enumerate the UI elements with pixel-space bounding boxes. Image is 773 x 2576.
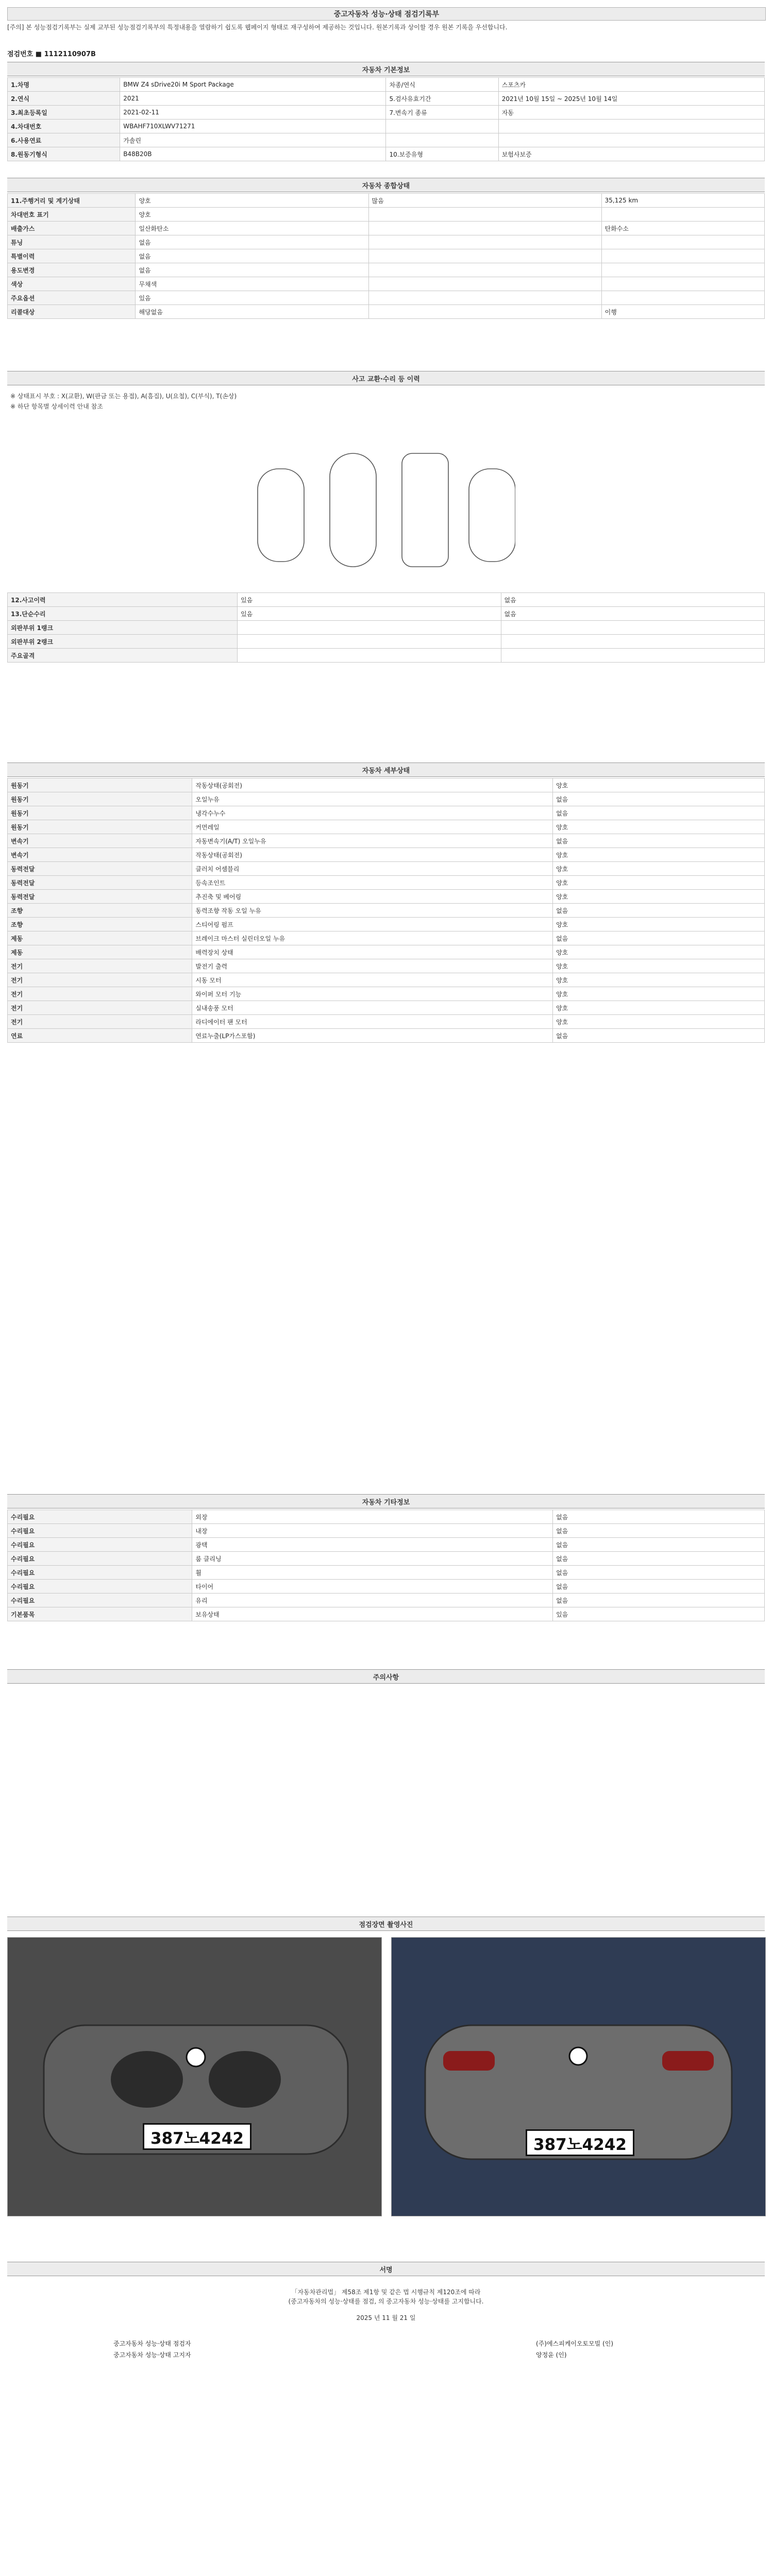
section-basic-info-title: 자동차 기본정보 [362,66,410,74]
basic-body-cell: WBAHF710XLWV71271 [120,120,386,133]
other-body-cell: 수리필요 [8,1566,192,1580]
basic-body-row [8,120,765,133]
other-table [7,1510,765,1621]
basic-body-row [8,78,765,92]
inspector-label: 중고자동차 성능·상태 점검자 [113,2340,191,2347]
basic-body-cell: BMW Z4 sDrive20i M Sport Package [120,78,386,92]
other-body-row [8,1566,765,1580]
detail-body-cell: 없음 [553,834,765,848]
detail-table [7,778,765,1043]
basic-body-row [8,133,765,147]
doc-number: 점검번호 ■ 1112110907B [7,50,96,58]
section-general-status-title: 자동차 종합상태 [362,182,410,190]
other-body-cell: 수리필요 [8,1552,192,1566]
signature-line-1: 「자동차관리법」 제58조 제1항 및 같은 법 시행규칙 제120조에 따라 [291,2289,481,2296]
accident-body-cell: 있음 [238,593,501,607]
rear-license-plate: 387노4242 [526,2129,634,2156]
basic-body-cell: 1.차명 [8,78,120,92]
other-body-row [8,1524,765,1538]
signature-date: 2025 년 11 월 21 일 [356,2314,416,2321]
section-notice-title: 주의사항 [373,1673,399,1682]
front-car-illustration [8,1938,381,2216]
accident-body-cell: 외판부위 1랭크 [8,621,238,635]
car-left-side [258,469,304,562]
detail-body-cell: 전기 [8,959,192,973]
basic-body-cell: 차종/연식 [386,78,498,92]
detail-body-cell: 동력전달 [8,876,192,890]
photo-area [7,1937,765,2226]
basic-body-cell [498,120,764,133]
section-photos-title: 점검장면 촬영사진 [359,1921,413,1929]
detail-body-cell: 원동기 [8,792,192,806]
basic-body-cell: 4.차대번호 [8,120,120,133]
general-body-cell: 많음 [368,194,601,208]
detail-body-cell: 전기 [8,1015,192,1029]
detail-body-cell: 없음 [553,1029,765,1043]
accident-body-cell: 12.사고이력 [8,593,238,607]
accident-body-cell: 주요골격 [8,649,238,663]
general-body-cell [601,249,764,263]
other-body-cell: 없음 [553,1594,765,1607]
accident-body-cell: 있음 [238,607,501,621]
detail-body-row [8,848,765,862]
detail-body-cell: 오일누유 [192,792,553,806]
basic-body-cell: 자동 [498,106,764,120]
accident-body-cell [238,621,501,635]
detail-body-cell: 추진축 및 베어링 [192,890,553,904]
other-body-cell: 보유상태 [192,1607,553,1621]
detail-body [8,778,765,1043]
other-body-row [8,1594,765,1607]
detail-body-cell: 양호 [553,945,765,959]
front-license-plate: 387노4242 [143,2123,251,2150]
detail-body-cell: 커먼레일 [192,820,553,834]
general-body-cell: 없음 [136,249,368,263]
detail-body-row [8,1029,765,1043]
general-body-row [8,235,765,249]
accident-body-cell: 13.단순수리 [8,607,238,621]
general-body-cell: 색상 [8,277,136,291]
accident-body-row [8,635,765,649]
accident-body-row [8,607,765,621]
detail-body-cell: 제동 [8,931,192,945]
section-notice [7,1669,765,1684]
detail-body-row [8,973,765,987]
other-body-cell: 외장 [192,1510,553,1524]
detail-body-cell: 양호 [553,1001,765,1015]
general-body-row [8,222,765,235]
general-body-cell: 일산화탄소 [136,222,368,235]
detail-body-cell: 자동변속기(A/T) 오일누유 [192,834,553,848]
notice-text: [주의] 본 성능점검기록부는 실제 교부된 성능점검기록부의 특정내용을 열람하기 쉽도록 웹페이지 형태로 재구성하여 제공하는 것입니다. 원본기록과 상이할 경우 원본 기록을 우선합니다. [7,24,508,31]
detail-body-cell: 원동기 [8,820,192,834]
car-right-side [469,469,515,562]
detail-body-cell: 작동상태(공회전) [192,848,553,862]
detail-body-cell: 양호 [553,959,765,973]
other-body-cell: 수리필요 [8,1538,192,1552]
accident-body-row [8,593,765,607]
detail-body-cell: 양호 [553,848,765,862]
detail-body-row [8,778,765,792]
general-body-row [8,277,765,291]
general-body-cell: 있음 [136,291,368,305]
other-body [8,1510,765,1621]
detail-body-cell: 등속조인트 [192,876,553,890]
detail-body-cell: 조향 [8,904,192,918]
detail-body-cell: 클러치 어셈블리 [192,862,553,876]
dealer-label: 양정윤 (인) [536,2351,567,2359]
detail-body-cell: 연료 [8,1029,192,1043]
general-body-cell [601,235,764,249]
basic-body-cell: 8.원동기형식 [8,147,120,161]
accident-body-cell: 외판부위 2랭크 [8,635,238,649]
other-body-cell: 타이어 [192,1580,553,1594]
other-body-row [8,1538,765,1552]
detail-body-cell: 동력전달 [8,890,192,904]
general-body-cell: 리콜대상 [8,305,136,319]
detail-body-row [8,876,765,890]
general-body-row [8,194,765,208]
general-body-cell: 탄화수소 [601,222,764,235]
general-body-cell [368,249,601,263]
general-body-cell: 이행 [601,305,764,319]
general-body-cell [368,222,601,235]
detail-body-row [8,820,765,834]
detail-body-row [8,945,765,959]
other-body-cell: 없음 [553,1510,765,1524]
other-body-cell: 휠 [192,1566,553,1580]
section-signature [7,2262,765,2276]
basic-body-cell: 2021 [120,92,386,106]
other-body-cell: 수리필요 [8,1510,192,1524]
section-basic-info [7,62,765,76]
general-body-cell [368,291,601,305]
rear-photo [391,1937,766,2216]
general-body-cell [368,208,601,222]
detail-body-row [8,1015,765,1029]
detail-body-row [8,1001,765,1015]
general-body-cell: 없음 [136,263,368,277]
accident-body-cell [501,635,764,649]
accident-body-row [8,649,765,663]
detail-body-cell: 변속기 [8,834,192,848]
basic-body-row [8,147,765,161]
general-body-cell: 배출가스 [8,222,136,235]
basic-body-cell: 2021-02-11 [120,106,386,120]
section-accident [7,371,765,385]
basic-body-cell: 스포츠카 [498,78,764,92]
other-body-cell: 기본품목 [8,1607,192,1621]
detail-body-cell: 양호 [553,918,765,931]
other-body-cell: 없음 [553,1552,765,1566]
general-body-cell [601,263,764,277]
detail-body-cell: 연료누출(LP가스포함) [192,1029,553,1043]
general-body-cell [601,291,764,305]
car-diagram [247,443,515,577]
basic-body-cell: 6.사용연료 [8,133,120,147]
detail-body-cell: 작동상태(공회전) [192,778,553,792]
notifier-label: 중고자동차 성능·상태 고지자 [113,2351,191,2359]
detail-body-cell: 양호 [553,778,765,792]
detail-body-cell: 냉각수누수 [192,806,553,820]
other-body-cell: 광택 [192,1538,553,1552]
other-body-cell: 없음 [553,1580,765,1594]
detail-body-cell: 시동 모터 [192,973,553,987]
accident-table [7,592,765,663]
detail-body-cell: 스티어링 펌프 [192,918,553,931]
detail-body-row [8,904,765,918]
detail-body-cell: 전기 [8,987,192,1001]
other-body-cell: 없음 [553,1566,765,1580]
front-photo [7,1937,382,2216]
general-body-cell [368,305,601,319]
basic-body-cell: 5.검사유효기간 [386,92,498,106]
basic-body-cell [386,120,498,133]
accident-body-cell [238,649,501,663]
general-body-row [8,263,765,277]
other-body-cell: 유리 [192,1594,553,1607]
basic-body-cell: 2.연식 [8,92,120,106]
detail-body-cell: 양호 [553,876,765,890]
detail-body-row [8,959,765,973]
detail-body-cell: 배력장치 상태 [192,945,553,959]
section-detail-title: 자동차 세부상태 [362,767,410,775]
accident-body [8,593,765,663]
detail-body-cell: 없음 [553,904,765,918]
accident-body-cell [501,649,764,663]
general-body-cell: 무채색 [136,277,368,291]
general-body-row [8,208,765,222]
general-status-table [7,193,765,319]
basic-body-cell: 2021년 10월 15일 ~ 2025년 10월 14일 [498,92,764,106]
accident-body-row [8,621,765,635]
general-body-cell: 주요옵션 [8,291,136,305]
other-body-cell: 수리필요 [8,1524,192,1538]
detail-body-cell: 양호 [553,862,765,876]
detail-body-cell: 양호 [553,890,765,904]
basic-body-cell: B48B20B [120,147,386,161]
accident-body-cell: 없음 [501,593,764,607]
other-body-row [8,1607,765,1621]
section-other-title: 자동차 기타정보 [362,1498,410,1506]
other-body-row [8,1510,765,1524]
other-body-cell: 룸 클리닝 [192,1552,553,1566]
general-body-cell: 양호 [136,208,368,222]
accident-body-cell [238,635,501,649]
basic-body-cell: 7.변속기 종류 [386,106,498,120]
general-body-cell: 양호 [136,194,368,208]
signature-line-2: (중고자동차의 성능·상태를 점검, 의 중고자동차 성능·상태를 고지합니다. [288,2298,484,2305]
detail-body-row [8,890,765,904]
other-body-row [8,1552,765,1566]
section-photos [7,1917,765,1931]
detail-body-row [8,918,765,931]
car-frame-view [402,453,448,567]
other-body-cell: 내장 [192,1524,553,1538]
detail-body-cell: 실내송풍 모터 [192,1001,553,1015]
rear-car-illustration [392,1938,765,2216]
general-body-cell [368,235,601,249]
detail-body-cell: 발전기 출력 [192,959,553,973]
detail-body-cell: 조향 [8,918,192,931]
car-top-view [330,453,376,567]
general-body-row [8,291,765,305]
basic-body-cell: 보험사보증 [498,147,764,161]
basic-body-cell: 10.보증유형 [386,147,498,161]
detail-body-cell: 동력조향 작동 오일 누유 [192,904,553,918]
general-body-cell: 튜닝 [8,235,136,249]
detail-body-cell: 제동 [8,945,192,959]
general-body-cell: 특별이력 [8,249,136,263]
basic-body-cell: 3.최초등록일 [8,106,120,120]
section-signature-title: 서명 [379,2266,393,2274]
detail-body-cell: 동력전달 [8,862,192,876]
general-body-cell [368,263,601,277]
general-body-row [8,305,765,319]
section-general-status [7,178,765,192]
basic-body-row [8,92,765,106]
detail-body-cell: 양호 [553,987,765,1001]
other-body-cell: 없음 [553,1538,765,1552]
basic-body-cell: 가솔린 [120,133,386,147]
detail-body-cell: 원동기 [8,806,192,820]
section-other [7,1494,765,1509]
seller-label: (주)에스피케이오토모빌 (인) [536,2340,614,2347]
section-detail [7,762,765,777]
detail-body-cell: 양호 [553,1015,765,1029]
general-body-cell: 차대번호 표기 [8,208,136,222]
basic-info-body [8,78,765,161]
detail-body-row [8,806,765,820]
detail-body-cell: 라디에이터 팬 모터 [192,1015,553,1029]
detail-body-row [8,987,765,1001]
general-body-cell [601,208,764,222]
basic-info-table [7,77,765,161]
general-body-cell [368,277,601,291]
other-body-cell: 있음 [553,1607,765,1621]
other-body-row [8,1580,765,1594]
basic-body-cell [498,133,764,147]
accident-body-cell: 없음 [501,607,764,621]
detail-body-cell: 와이퍼 모터 기능 [192,987,553,1001]
general-body-cell: 35,125 km [601,194,764,208]
detail-body-cell: 전기 [8,1001,192,1015]
general-body-row [8,249,765,263]
detail-body-cell: 변속기 [8,848,192,862]
accident-body-cell [501,621,764,635]
basic-body-row [8,106,765,120]
other-body-cell: 없음 [553,1524,765,1538]
detail-body-row [8,931,765,945]
detail-body-cell: 양호 [553,820,765,834]
general-body-cell: 용도변경 [8,263,136,277]
other-body-cell: 수리필요 [8,1580,192,1594]
detail-body-cell: 전기 [8,973,192,987]
accident-legend: ※ 상태표시 부호 : X(교환), W(판금 또는 용접), A(흠집), U(요철), C(부식), T(손상) [10,393,237,400]
basic-body-cell [386,133,498,147]
detail-body-cell: 양호 [553,973,765,987]
page-title-text: 중고자동차 성능·상태 점검기록부 [333,10,440,19]
detail-body-row [8,862,765,876]
detail-body-cell: 없음 [553,792,765,806]
detail-body-cell: 없음 [553,931,765,945]
detail-body-row [8,834,765,848]
section-accident-title: 사고 교환·수리 등 이력 [352,375,420,383]
accident-legend-2: ※ 하단 항목별 상세이력 안내 참조 [10,403,103,410]
other-body-cell: 수리필요 [8,1594,192,1607]
general-status-body [8,194,765,319]
detail-body-cell: 원동기 [8,778,192,792]
general-body-cell: 없음 [136,235,368,249]
general-body-cell: 해당없음 [136,305,368,319]
detail-body-cell: 없음 [553,806,765,820]
page-title [7,7,766,21]
detail-body-cell: 브레이크 마스터 실린더오일 누유 [192,931,553,945]
detail-body-row [8,792,765,806]
general-body-cell: 11.주행거리 및 계기상태 [8,194,136,208]
general-body-cell [601,277,764,291]
